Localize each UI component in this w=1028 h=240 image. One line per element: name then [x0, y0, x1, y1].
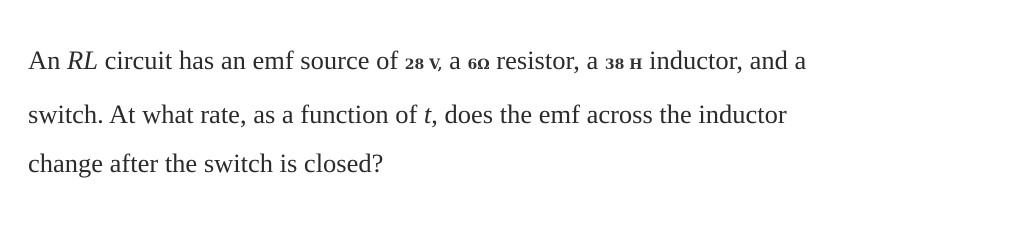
- time-variable: t: [423, 99, 432, 129]
- circuit-type-rl: RL: [67, 45, 98, 75]
- resistance-value: 6Ω: [467, 57, 490, 73]
- text-segment: change after the switch is closed?: [28, 148, 384, 178]
- text-segment: An: [28, 45, 68, 75]
- text-segment: inductor, and a: [642, 45, 807, 75]
- text-segment: a: [442, 45, 468, 75]
- inductance-value: 38 H: [604, 57, 643, 73]
- text-segment: , does the emf across the inductor: [431, 99, 787, 129]
- problem-line-2: [28, 90, 1008, 139]
- text-segment: switch. At what rate, as a function of: [28, 99, 424, 129]
- problem-line-3: [28, 139, 1008, 188]
- emf-value: 28 V,: [404, 57, 443, 73]
- problem-line-1: [28, 36, 1008, 90]
- text-segment: resistor, a: [489, 45, 605, 75]
- problem-statement: [28, 36, 1008, 188]
- text-segment: circuit has an emf source of: [97, 45, 405, 75]
